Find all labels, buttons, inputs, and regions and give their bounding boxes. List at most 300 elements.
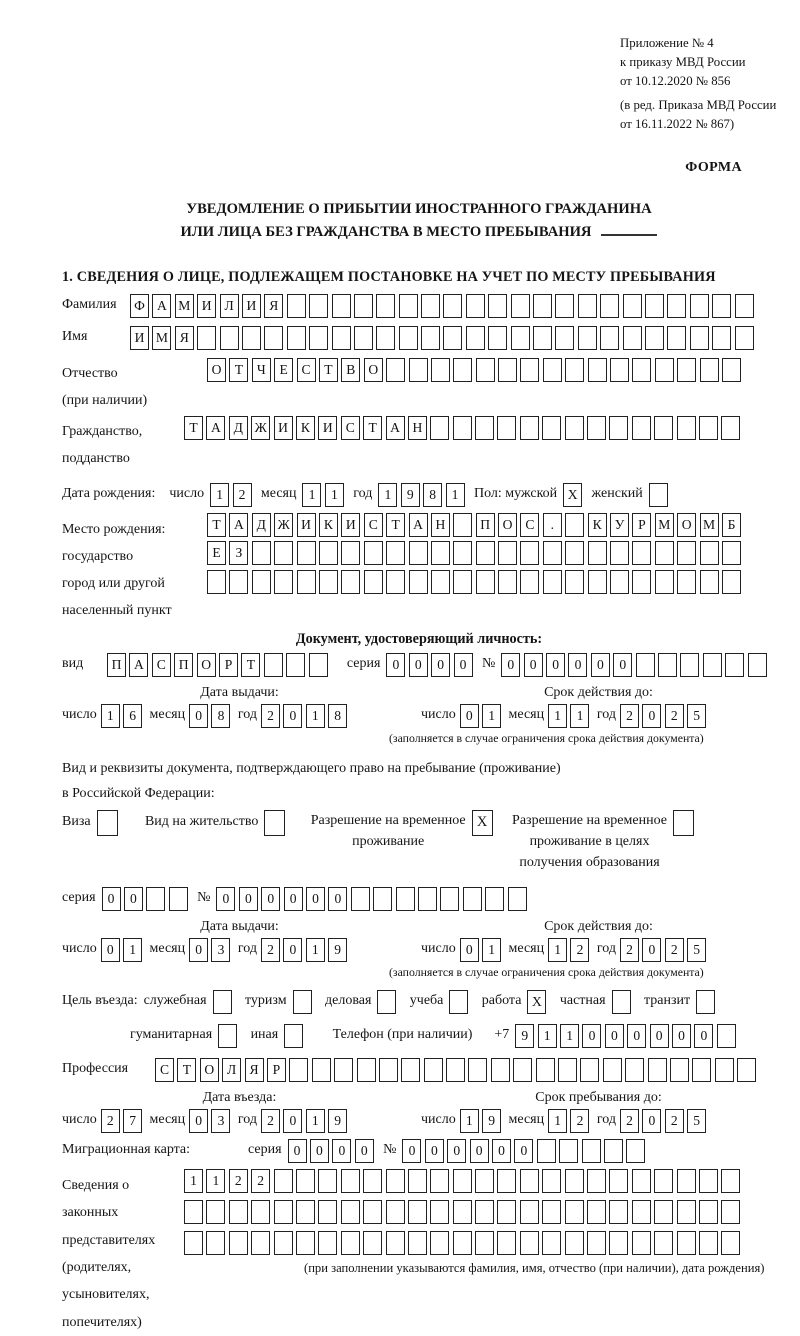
char-cell[interactable]: 1 (306, 1109, 325, 1133)
char-cell[interactable] (520, 358, 539, 382)
char-cell[interactable]: 0 (288, 1139, 307, 1163)
char-cell[interactable]: 9 (482, 1109, 501, 1133)
char-cell[interactable]: И (242, 294, 261, 318)
char-cell[interactable] (431, 570, 450, 594)
char-cell[interactable]: З (229, 541, 248, 565)
char-cell[interactable] (97, 810, 118, 836)
char-cell[interactable] (424, 1058, 443, 1082)
char-cell[interactable]: 1 (446, 483, 465, 507)
char-cell[interactable] (475, 1169, 494, 1193)
char-cell[interactable]: П (174, 653, 193, 677)
char-cell[interactable]: 1 (560, 1024, 579, 1048)
char-cell[interactable] (293, 990, 312, 1014)
char-cell[interactable]: М (655, 513, 674, 537)
char-cell[interactable] (737, 1058, 756, 1082)
char-cell[interactable] (565, 570, 584, 594)
char-cell[interactable]: 0 (613, 653, 632, 677)
char-cell[interactable] (722, 358, 741, 382)
char-cell[interactable]: 0 (546, 653, 565, 677)
char-cell[interactable] (636, 653, 655, 677)
char-cell[interactable] (677, 358, 696, 382)
char-cell[interactable] (476, 570, 495, 594)
char-cell[interactable] (587, 1169, 606, 1193)
char-cell[interactable]: Р (267, 1058, 286, 1082)
char-cell[interactable] (207, 570, 226, 594)
char-cell[interactable] (242, 326, 261, 350)
char-cell[interactable] (655, 541, 674, 565)
char-cell[interactable] (431, 358, 450, 382)
char-cell[interactable] (264, 810, 285, 836)
char-cell[interactable] (703, 653, 722, 677)
char-cell[interactable] (446, 1058, 465, 1082)
char-cell[interactable] (654, 416, 673, 440)
char-cell[interactable] (354, 294, 373, 318)
char-cell[interactable] (430, 416, 449, 440)
char-cell[interactable] (735, 326, 754, 350)
char-cell[interactable] (587, 1231, 606, 1255)
char-cell[interactable] (443, 294, 462, 318)
char-cell[interactable] (453, 416, 472, 440)
char-cell[interactable] (376, 294, 395, 318)
char-cell[interactable] (453, 1169, 472, 1193)
char-cell[interactable]: 8 (423, 483, 442, 507)
char-cell[interactable] (565, 541, 584, 565)
char-cell[interactable] (696, 990, 715, 1014)
char-cell[interactable]: 0 (460, 938, 479, 962)
char-cell[interactable] (386, 570, 405, 594)
char-cell[interactable] (287, 326, 306, 350)
char-cell[interactable] (449, 990, 468, 1014)
char-cell[interactable] (334, 1058, 353, 1082)
char-cell[interactable] (396, 887, 415, 911)
char-cell[interactable]: И (318, 416, 337, 440)
char-cell[interactable] (700, 541, 719, 565)
char-cell[interactable]: С (152, 653, 171, 677)
char-cell[interactable] (289, 1058, 308, 1082)
char-cell[interactable]: 1 (548, 704, 567, 728)
char-cell[interactable] (408, 1169, 427, 1193)
char-cell[interactable] (318, 1231, 337, 1255)
char-cell[interactable]: 6 (123, 704, 142, 728)
char-cell[interactable] (399, 294, 418, 318)
char-cell[interactable] (488, 294, 507, 318)
char-cell[interactable]: Р (219, 653, 238, 677)
char-cell[interactable]: К (588, 513, 607, 537)
char-cell[interactable] (169, 887, 188, 911)
char-cell[interactable] (721, 416, 740, 440)
char-cell[interactable] (603, 1058, 622, 1082)
char-cell[interactable] (655, 570, 674, 594)
char-cell[interactable]: 0 (189, 1109, 208, 1133)
char-cell[interactable] (341, 541, 360, 565)
char-cell[interactable]: 0 (591, 653, 610, 677)
char-cell[interactable]: Б (722, 513, 741, 537)
char-cell[interactable] (297, 541, 316, 565)
char-cell[interactable] (264, 653, 283, 677)
char-cell[interactable] (649, 483, 668, 507)
char-cell[interactable]: 9 (401, 483, 420, 507)
char-cell[interactable] (610, 570, 629, 594)
char-cell[interactable]: Ф (130, 294, 149, 318)
char-cell[interactable] (296, 1231, 315, 1255)
char-cell[interactable]: 1 (306, 938, 325, 962)
char-cell[interactable] (721, 1200, 740, 1224)
char-cell[interactable] (533, 326, 552, 350)
char-cell[interactable]: 0 (425, 1139, 444, 1163)
char-cell[interactable]: 0 (492, 1139, 511, 1163)
char-cell[interactable] (497, 1200, 516, 1224)
char-cell[interactable] (475, 416, 494, 440)
char-cell[interactable] (565, 1231, 584, 1255)
char-cell[interactable] (609, 416, 628, 440)
char-cell[interactable]: С (520, 513, 539, 537)
char-cell[interactable] (386, 541, 405, 565)
char-cell[interactable] (725, 653, 744, 677)
char-cell[interactable] (655, 358, 674, 382)
char-cell[interactable]: О (498, 513, 517, 537)
char-cell[interactable] (498, 358, 517, 382)
char-cell[interactable] (296, 1200, 315, 1224)
char-cell[interactable]: 0 (306, 887, 325, 911)
char-cell[interactable] (498, 570, 517, 594)
char-cell[interactable] (565, 358, 584, 382)
char-cell[interactable] (680, 653, 699, 677)
char-cell[interactable] (421, 294, 440, 318)
char-cell[interactable] (722, 541, 741, 565)
char-cell[interactable] (654, 1200, 673, 1224)
char-cell[interactable]: И (274, 416, 293, 440)
char-cell[interactable] (508, 887, 527, 911)
char-cell[interactable] (670, 1058, 689, 1082)
char-cell[interactable]: В (341, 358, 360, 382)
char-cell[interactable] (632, 1200, 651, 1224)
char-cell[interactable] (251, 1231, 270, 1255)
char-cell[interactable]: И (130, 326, 149, 350)
char-cell[interactable] (654, 1169, 673, 1193)
char-cell[interactable]: 1 (482, 938, 501, 962)
char-cell[interactable]: 0 (642, 938, 661, 962)
char-cell[interactable] (401, 1058, 420, 1082)
char-cell[interactable] (578, 326, 597, 350)
char-cell[interactable] (542, 1169, 561, 1193)
char-cell[interactable]: 0 (568, 653, 587, 677)
char-cell[interactable] (543, 358, 562, 382)
char-cell[interactable] (274, 541, 293, 565)
char-cell[interactable] (463, 887, 482, 911)
char-cell[interactable] (558, 1058, 577, 1082)
char-cell[interactable] (587, 416, 606, 440)
char-cell[interactable] (332, 326, 351, 350)
char-cell[interactable] (533, 294, 552, 318)
char-cell[interactable] (520, 570, 539, 594)
char-cell[interactable] (363, 1169, 382, 1193)
char-cell[interactable] (673, 810, 694, 836)
char-cell[interactable] (229, 570, 248, 594)
char-cell[interactable] (632, 570, 651, 594)
char-cell[interactable] (376, 326, 395, 350)
char-cell[interactable]: 0 (402, 1139, 421, 1163)
char-cell[interactable] (453, 541, 472, 565)
char-cell[interactable] (453, 1200, 472, 1224)
char-cell[interactable]: 1 (482, 704, 501, 728)
char-cell[interactable] (712, 326, 731, 350)
char-cell[interactable] (735, 294, 754, 318)
char-cell[interactable] (357, 1058, 376, 1082)
char-cell[interactable]: 0 (189, 938, 208, 962)
char-cell[interactable]: 0 (605, 1024, 624, 1048)
char-cell[interactable]: 0 (386, 653, 405, 677)
char-cell[interactable] (476, 541, 495, 565)
char-cell[interactable]: 0 (284, 887, 303, 911)
char-cell[interactable] (654, 1231, 673, 1255)
char-cell[interactable] (715, 1058, 734, 1082)
char-cell[interactable] (604, 1139, 623, 1163)
char-cell[interactable] (542, 1200, 561, 1224)
char-cell[interactable] (274, 1169, 293, 1193)
char-cell[interactable] (488, 326, 507, 350)
char-cell[interactable] (667, 326, 686, 350)
char-cell[interactable] (497, 1231, 516, 1255)
char-cell[interactable] (565, 1169, 584, 1193)
char-cell[interactable]: 1 (548, 1109, 567, 1133)
char-cell[interactable]: X (527, 990, 546, 1014)
char-cell[interactable]: 0 (650, 1024, 669, 1048)
char-cell[interactable] (498, 541, 517, 565)
char-cell[interactable]: 0 (409, 653, 428, 677)
char-cell[interactable] (543, 570, 562, 594)
char-cell[interactable]: А (129, 653, 148, 677)
char-cell[interactable]: С (364, 513, 383, 537)
char-cell[interactable] (677, 541, 696, 565)
char-cell[interactable] (386, 1169, 405, 1193)
char-cell[interactable] (309, 326, 328, 350)
char-cell[interactable]: С (341, 416, 360, 440)
char-cell[interactable] (364, 570, 383, 594)
char-cell[interactable]: 0 (124, 887, 143, 911)
char-cell[interactable] (677, 1231, 696, 1255)
char-cell[interactable]: Л (222, 1058, 241, 1082)
char-cell[interactable]: О (200, 1058, 219, 1082)
char-cell[interactable] (690, 294, 709, 318)
char-cell[interactable] (513, 1058, 532, 1082)
char-cell[interactable]: 0 (239, 887, 258, 911)
char-cell[interactable]: О (197, 653, 216, 677)
char-cell[interactable]: И (341, 513, 360, 537)
char-cell[interactable]: 0 (642, 1109, 661, 1133)
char-cell[interactable]: О (677, 513, 696, 537)
char-cell[interactable]: А (229, 513, 248, 537)
char-cell[interactable]: 5 (687, 938, 706, 962)
char-cell[interactable] (712, 294, 731, 318)
char-cell[interactable] (565, 1200, 584, 1224)
char-cell[interactable]: 1 (306, 704, 325, 728)
char-cell[interactable] (717, 1024, 736, 1048)
char-cell[interactable]: К (296, 416, 315, 440)
char-cell[interactable]: А (409, 513, 428, 537)
char-cell[interactable] (274, 1231, 293, 1255)
char-cell[interactable]: 2 (233, 483, 252, 507)
char-cell[interactable]: И (197, 294, 216, 318)
char-cell[interactable] (699, 1169, 718, 1193)
char-cell[interactable] (409, 358, 428, 382)
char-cell[interactable] (318, 1169, 337, 1193)
char-cell[interactable]: 0 (102, 887, 121, 911)
char-cell[interactable]: 2 (665, 938, 684, 962)
char-cell[interactable]: 0 (460, 704, 479, 728)
char-cell[interactable]: Ж (251, 416, 270, 440)
char-cell[interactable] (218, 1024, 237, 1048)
char-cell[interactable] (609, 1231, 628, 1255)
char-cell[interactable] (588, 541, 607, 565)
char-cell[interactable] (287, 294, 306, 318)
char-cell[interactable]: М (700, 513, 719, 537)
char-cell[interactable] (377, 990, 396, 1014)
char-cell[interactable] (146, 887, 165, 911)
char-cell[interactable] (351, 887, 370, 911)
char-cell[interactable] (409, 541, 428, 565)
char-cell[interactable] (475, 1231, 494, 1255)
char-cell[interactable]: 7 (123, 1109, 142, 1133)
char-cell[interactable] (206, 1200, 225, 1224)
char-cell[interactable] (264, 326, 283, 350)
char-cell[interactable]: 9 (328, 938, 347, 962)
char-cell[interactable] (632, 1169, 651, 1193)
char-cell[interactable]: 2 (261, 938, 280, 962)
char-cell[interactable] (274, 1200, 293, 1224)
char-cell[interactable] (332, 294, 351, 318)
char-cell[interactable]: 0 (355, 1139, 374, 1163)
char-cell[interactable] (309, 294, 328, 318)
char-cell[interactable]: 1 (460, 1109, 479, 1133)
char-cell[interactable] (690, 326, 709, 350)
char-cell[interactable]: 0 (283, 938, 302, 962)
char-cell[interactable] (610, 541, 629, 565)
char-cell[interactable] (610, 358, 629, 382)
char-cell[interactable]: . (543, 513, 562, 537)
char-cell[interactable] (430, 1169, 449, 1193)
char-cell[interactable]: X (563, 483, 582, 507)
char-cell[interactable]: Т (241, 653, 260, 677)
char-cell[interactable] (632, 541, 651, 565)
char-cell[interactable] (497, 416, 516, 440)
char-cell[interactable] (229, 1231, 248, 1255)
char-cell[interactable]: 0 (514, 1139, 533, 1163)
char-cell[interactable]: 8 (211, 704, 230, 728)
char-cell[interactable]: Я (264, 294, 283, 318)
char-cell[interactable]: Т (319, 358, 338, 382)
char-cell[interactable] (485, 887, 504, 911)
char-cell[interactable] (297, 570, 316, 594)
char-cell[interactable] (206, 1231, 225, 1255)
char-cell[interactable] (699, 416, 718, 440)
char-cell[interactable] (588, 570, 607, 594)
char-cell[interactable] (677, 570, 696, 594)
char-cell[interactable]: 2 (620, 938, 639, 962)
char-cell[interactable]: Е (274, 358, 293, 382)
char-cell[interactable] (475, 1200, 494, 1224)
char-cell[interactable]: К (319, 513, 338, 537)
char-cell[interactable]: Р (632, 513, 651, 537)
char-cell[interactable] (582, 1139, 601, 1163)
char-cell[interactable] (453, 570, 472, 594)
char-cell[interactable]: 2 (261, 1109, 280, 1133)
char-cell[interactable] (364, 541, 383, 565)
char-cell[interactable] (520, 541, 539, 565)
char-cell[interactable] (418, 887, 437, 911)
char-cell[interactable]: А (206, 416, 225, 440)
char-cell[interactable]: Т (386, 513, 405, 537)
char-cell[interactable]: 1 (548, 938, 567, 962)
char-cell[interactable]: 0 (101, 938, 120, 962)
char-cell[interactable] (354, 326, 373, 350)
char-cell[interactable] (623, 294, 642, 318)
char-cell[interactable] (511, 294, 530, 318)
char-cell[interactable]: 2 (620, 1109, 639, 1133)
char-cell[interactable] (491, 1058, 510, 1082)
char-cell[interactable] (677, 416, 696, 440)
char-cell[interactable] (600, 294, 619, 318)
char-cell[interactable]: Т (229, 358, 248, 382)
char-cell[interactable] (609, 1200, 628, 1224)
char-cell[interactable] (184, 1200, 203, 1224)
char-cell[interactable] (363, 1231, 382, 1255)
char-cell[interactable]: 1 (210, 483, 229, 507)
char-cell[interactable]: 5 (687, 704, 706, 728)
char-cell[interactable]: П (107, 653, 126, 677)
char-cell[interactable] (645, 294, 664, 318)
char-cell[interactable] (440, 887, 459, 911)
char-cell[interactable]: 2 (665, 704, 684, 728)
char-cell[interactable] (537, 1139, 556, 1163)
char-cell[interactable] (319, 541, 338, 565)
char-cell[interactable] (286, 653, 305, 677)
char-cell[interactable]: 1 (570, 704, 589, 728)
char-cell[interactable] (466, 294, 485, 318)
char-cell[interactable] (341, 1200, 360, 1224)
char-cell[interactable]: У (610, 513, 629, 537)
char-cell[interactable] (677, 1200, 696, 1224)
char-cell[interactable] (341, 1231, 360, 1255)
char-cell[interactable] (542, 1231, 561, 1255)
char-cell[interactable]: 1 (378, 483, 397, 507)
char-cell[interactable] (559, 1139, 578, 1163)
char-cell[interactable] (578, 294, 597, 318)
char-cell[interactable]: 1 (101, 704, 120, 728)
char-cell[interactable] (520, 1200, 539, 1224)
char-cell[interactable]: 1 (184, 1169, 203, 1193)
char-cell[interactable]: 0 (642, 704, 661, 728)
char-cell[interactable] (609, 1169, 628, 1193)
char-cell[interactable] (542, 416, 561, 440)
char-cell[interactable]: 1 (538, 1024, 557, 1048)
char-cell[interactable] (373, 887, 392, 911)
char-cell[interactable] (319, 570, 338, 594)
char-cell[interactable] (309, 653, 328, 677)
char-cell[interactable]: 0 (447, 1139, 466, 1163)
char-cell[interactable]: Ч (252, 358, 271, 382)
char-cell[interactable] (565, 513, 584, 537)
char-cell[interactable]: 1 (206, 1169, 225, 1193)
char-cell[interactable] (632, 416, 651, 440)
char-cell[interactable] (588, 358, 607, 382)
char-cell[interactable] (284, 1024, 303, 1048)
char-cell[interactable] (600, 326, 619, 350)
char-cell[interactable] (318, 1200, 337, 1224)
char-cell[interactable] (623, 326, 642, 350)
char-cell[interactable] (408, 1200, 427, 1224)
char-cell[interactable] (677, 1169, 696, 1193)
char-cell[interactable] (587, 1200, 606, 1224)
